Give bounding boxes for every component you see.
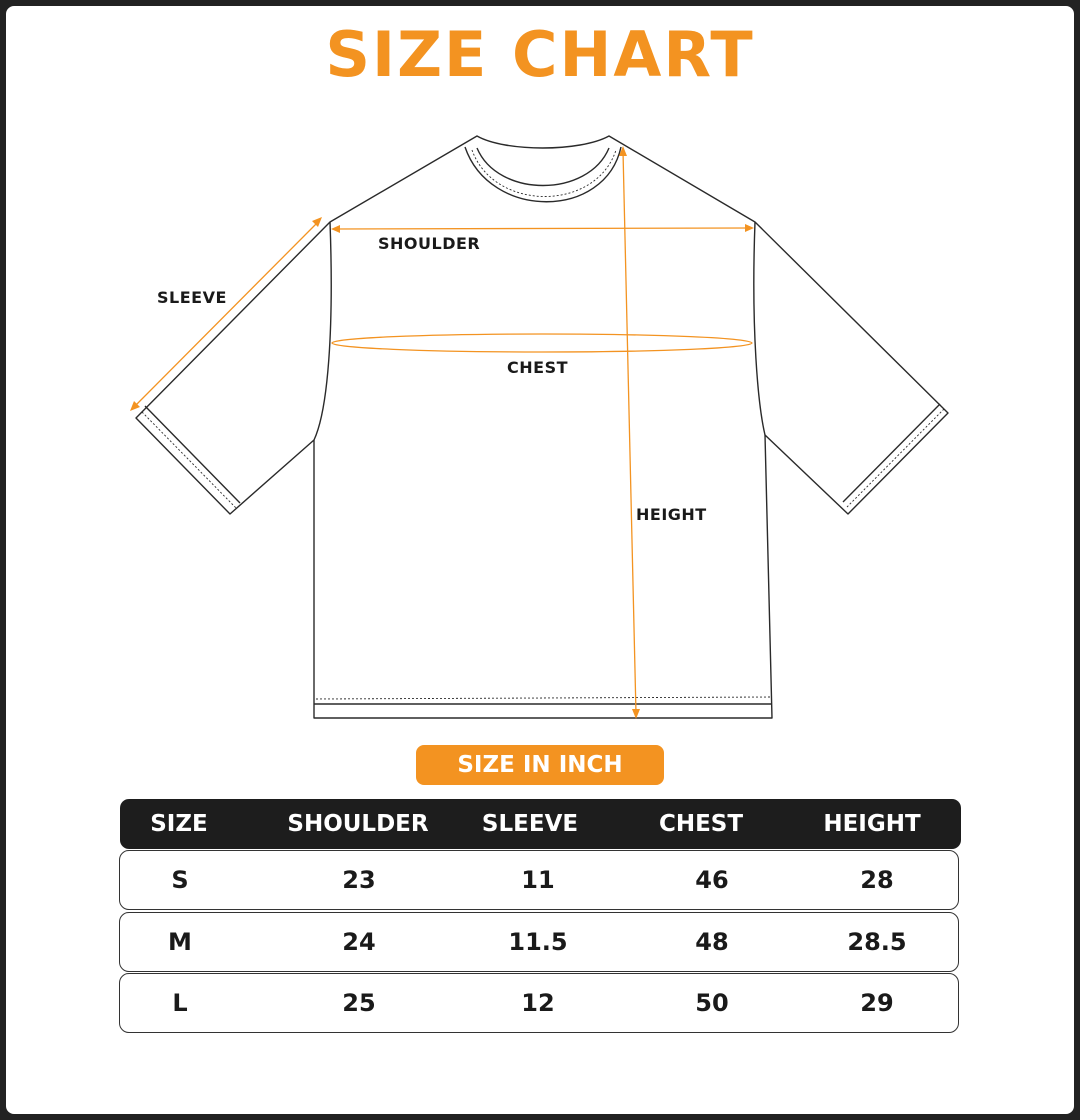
table-cell-sleeve: 12 bbox=[521, 989, 555, 1017]
unit-badge: SIZE IN INCH bbox=[416, 745, 664, 785]
collar-inner bbox=[477, 148, 609, 186]
table-cell-chest: 48 bbox=[695, 928, 729, 956]
left-armhole bbox=[314, 222, 331, 440]
table-row bbox=[119, 973, 959, 1033]
collar-outer bbox=[465, 147, 621, 202]
shoulder-arrowhead-left bbox=[331, 225, 340, 233]
table-cell-size: M bbox=[168, 928, 192, 956]
shoulder-arrow bbox=[335, 228, 750, 229]
right-cuff bbox=[843, 404, 940, 502]
table-cell-shoulder: 24 bbox=[342, 928, 376, 956]
tshirt-outline bbox=[136, 136, 948, 718]
chest-label: CHEST bbox=[507, 358, 568, 377]
column-header-sleeve: SLEEVE bbox=[481, 811, 579, 837]
height-label: HEIGHT bbox=[636, 505, 707, 524]
right-cuff-stitch bbox=[847, 409, 944, 507]
table-cell-chest: 50 bbox=[695, 989, 729, 1017]
table-cell-shoulder: 23 bbox=[342, 866, 376, 894]
shoulder-label: SHOULDER bbox=[378, 234, 481, 253]
left-cuff bbox=[145, 406, 240, 503]
column-header-shoulder: SHOULDER bbox=[287, 811, 429, 837]
table-cell-size: L bbox=[172, 989, 188, 1017]
column-header-size: SIZE bbox=[150, 811, 208, 837]
table-cell-sleeve: 11 bbox=[521, 866, 555, 894]
table-cell-height: 28.5 bbox=[847, 928, 907, 956]
sleeve-arrow bbox=[134, 221, 319, 407]
table-row bbox=[119, 850, 959, 910]
collar-stitch bbox=[472, 150, 616, 197]
chest-ellipse bbox=[332, 334, 752, 352]
table-cell-sleeve: 11.5 bbox=[508, 928, 568, 956]
height-arrow bbox=[623, 151, 636, 714]
shoulder-arrowhead-right bbox=[745, 224, 754, 232]
right-armhole bbox=[754, 222, 765, 435]
table-cell-shoulder: 25 bbox=[342, 989, 376, 1017]
table-cell-chest: 46 bbox=[695, 866, 729, 894]
hem-stitch bbox=[316, 697, 770, 699]
column-header-chest: CHEST bbox=[658, 811, 744, 837]
table-row bbox=[119, 912, 959, 972]
table-cell-size: S bbox=[171, 866, 189, 894]
table-cell-height: 29 bbox=[860, 989, 894, 1017]
page-title: SIZE CHART bbox=[325, 18, 755, 91]
column-header-height: HEIGHT bbox=[823, 811, 921, 837]
sleeve-arrowhead-top bbox=[312, 217, 322, 227]
left-cuff-stitch bbox=[142, 412, 236, 508]
table-header bbox=[120, 799, 961, 849]
table-cell-height: 28 bbox=[860, 866, 894, 894]
sleeve-label: SLEEVE bbox=[157, 288, 227, 307]
